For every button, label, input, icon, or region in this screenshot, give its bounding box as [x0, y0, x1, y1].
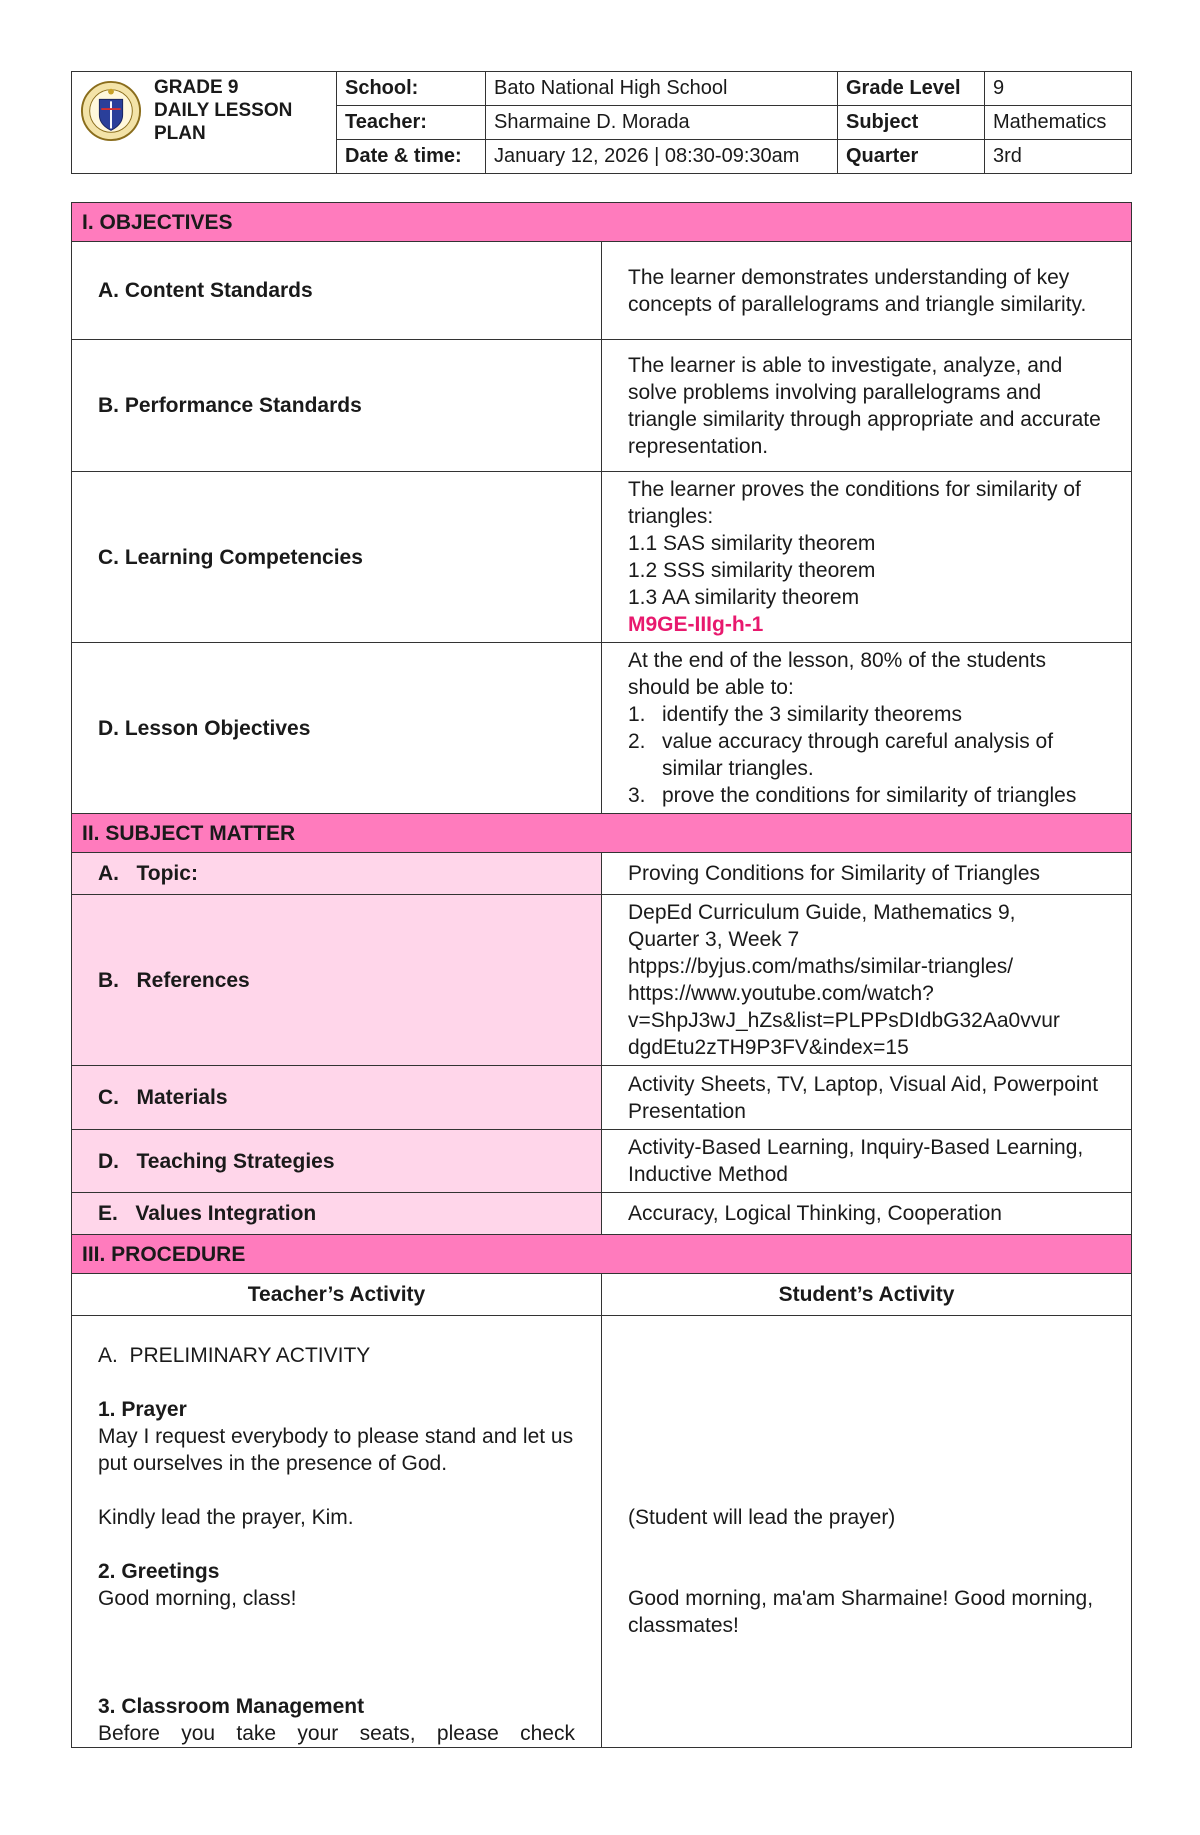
lesson-objectives-cell	[602, 643, 1132, 814]
materials-value: Activity Sheets, TV, Laptop, Visual Aid, Powerpoint Presentation	[602, 1066, 1132, 1130]
grade-level-label: Grade Level	[838, 72, 985, 106]
reference-line: DepEd Curriculum Guide, Mathematics 9,	[628, 901, 1016, 924]
competency-item: 1.2 SSS similarity theorem	[628, 559, 876, 582]
teacher-value: Sharmaine D. Morada	[486, 106, 838, 140]
objectives-heading: I. OBJECTIVES	[72, 203, 1132, 242]
deped-seal-icon	[80, 80, 142, 142]
subject-value: Mathematics	[985, 106, 1132, 140]
quarter-value: 3rd	[985, 140, 1132, 174]
reference-link: dgdEtu2zTH9P3FV&index=15	[628, 1036, 909, 1059]
content-standards-text: The learner demonstrates understanding of key concepts of parallelograms and triangle similarity.	[602, 242, 1132, 340]
learning-competencies-cell	[602, 472, 1132, 643]
values-integration-value: Accuracy, Logical Thinking, Cooperation	[602, 1193, 1132, 1235]
teaching-strategies-label: D. Teaching Strategies	[72, 1130, 602, 1193]
teacher-activity-header: Teacher’s Activity	[72, 1274, 602, 1316]
teacher-activity-cell	[72, 1316, 602, 1748]
title-line-1: GRADE 9	[154, 77, 239, 98]
classroom-management-text: Before you take your seats, please check	[98, 1722, 575, 1745]
reference-link: v=ShpJ3wJ_hZs&list=PLPPsDIdbG32Aa0vvur	[628, 1009, 1060, 1032]
reference-link: https://www.youtube.com/watch?	[628, 982, 934, 1005]
classroom-management-heading: 3. Classroom Management	[98, 1695, 365, 1718]
title-line-3: PLAN	[154, 123, 206, 144]
student-activity-cell	[602, 1316, 1132, 1748]
quarter-label: Quarter	[838, 140, 985, 174]
greetings-heading: 2. Greetings	[98, 1560, 220, 1583]
subject-matter-heading: II. SUBJECT MATTER	[72, 814, 1132, 853]
lesson-objective-item: 2. value accuracy through careful analysis of similar triangles.	[628, 730, 1054, 780]
date-label: Date & time:	[337, 140, 486, 174]
subject-label: Subject	[838, 106, 985, 140]
topic-label: A. Topic:	[72, 853, 602, 895]
school-value: Bato National High School	[486, 72, 838, 106]
date-value: January 12, 2026 | 08:30-09:30am	[486, 140, 838, 174]
prayer-text: May I request everybody to please stand and let us put ourselves in the presence of God.	[98, 1425, 574, 1475]
topic-value: Proving Conditions for Similarity of Triangles	[602, 853, 1132, 895]
materials-label: C. Materials	[72, 1066, 602, 1130]
teacher-label: Teacher:	[337, 106, 486, 140]
competency-code: M9GE-IIIg-h-1	[628, 613, 764, 636]
header-table	[71, 71, 1132, 174]
prayer-student-response: (Student will lead the prayer)	[628, 1506, 896, 1529]
reference-line: Quarter 3, Week 7	[628, 928, 800, 951]
reference-link: htpps://byjus.com/maths/similar-triangles/	[628, 955, 1014, 978]
performance-standards-label: B. Performance Standards	[72, 340, 602, 472]
values-integration-label: E. Values Integration	[72, 1193, 602, 1235]
lesson-objective-item: 3. prove the conditions for similarity of triangles	[628, 784, 1077, 807]
student-activity-header: Student’s Activity	[602, 1274, 1132, 1316]
competency-item: 1.3 AA similarity theorem	[628, 586, 860, 609]
title-line-2: DAILY LESSON	[154, 100, 293, 121]
prayer-heading: 1. Prayer	[98, 1398, 187, 1421]
school-label: School:	[337, 72, 486, 106]
lesson-objectives-label: D. Lesson Objectives	[72, 643, 602, 814]
grade-level-value: 9	[985, 72, 1132, 106]
title-cell	[72, 72, 337, 174]
performance-standards-text: The learner is able to investigate, analyze, and solve problems involving parallelograms and triangle similarity through appropriate and accurate representation.	[602, 340, 1132, 472]
competencies-intro: The learner proves the conditions for similarity of triangles:	[628, 478, 1081, 528]
competency-item: 1.1 SAS similarity theorem	[628, 532, 876, 555]
greetings-text: Good morning, class!	[98, 1587, 297, 1610]
lesson-plan-table	[71, 202, 1132, 1748]
references-label: B. References	[72, 895, 602, 1066]
teaching-strategies-value: Activity-Based Learning, Inquiry-Based Learning, Inductive Method	[602, 1130, 1132, 1193]
learning-competencies-label: C. Learning Competencies	[72, 472, 602, 643]
content-standards-label: A. Content Standards	[72, 242, 602, 340]
lesson-objectives-intro: At the end of the lesson, 80% of the students should be able to:	[628, 649, 1046, 699]
procedure-heading: III. PROCEDURE	[72, 1235, 1132, 1274]
prayer-lead-text: Kindly lead the prayer, Kim.	[98, 1506, 354, 1529]
lesson-objective-item: 1. identify the 3 similarity theorems	[628, 703, 962, 726]
greetings-student-response: Good morning, ma'am Sharmaine! Good morning, classmates!	[628, 1587, 1094, 1637]
references-cell	[602, 895, 1132, 1066]
preliminary-heading: A. PRELIMINARY ACTIVITY	[98, 1344, 371, 1367]
